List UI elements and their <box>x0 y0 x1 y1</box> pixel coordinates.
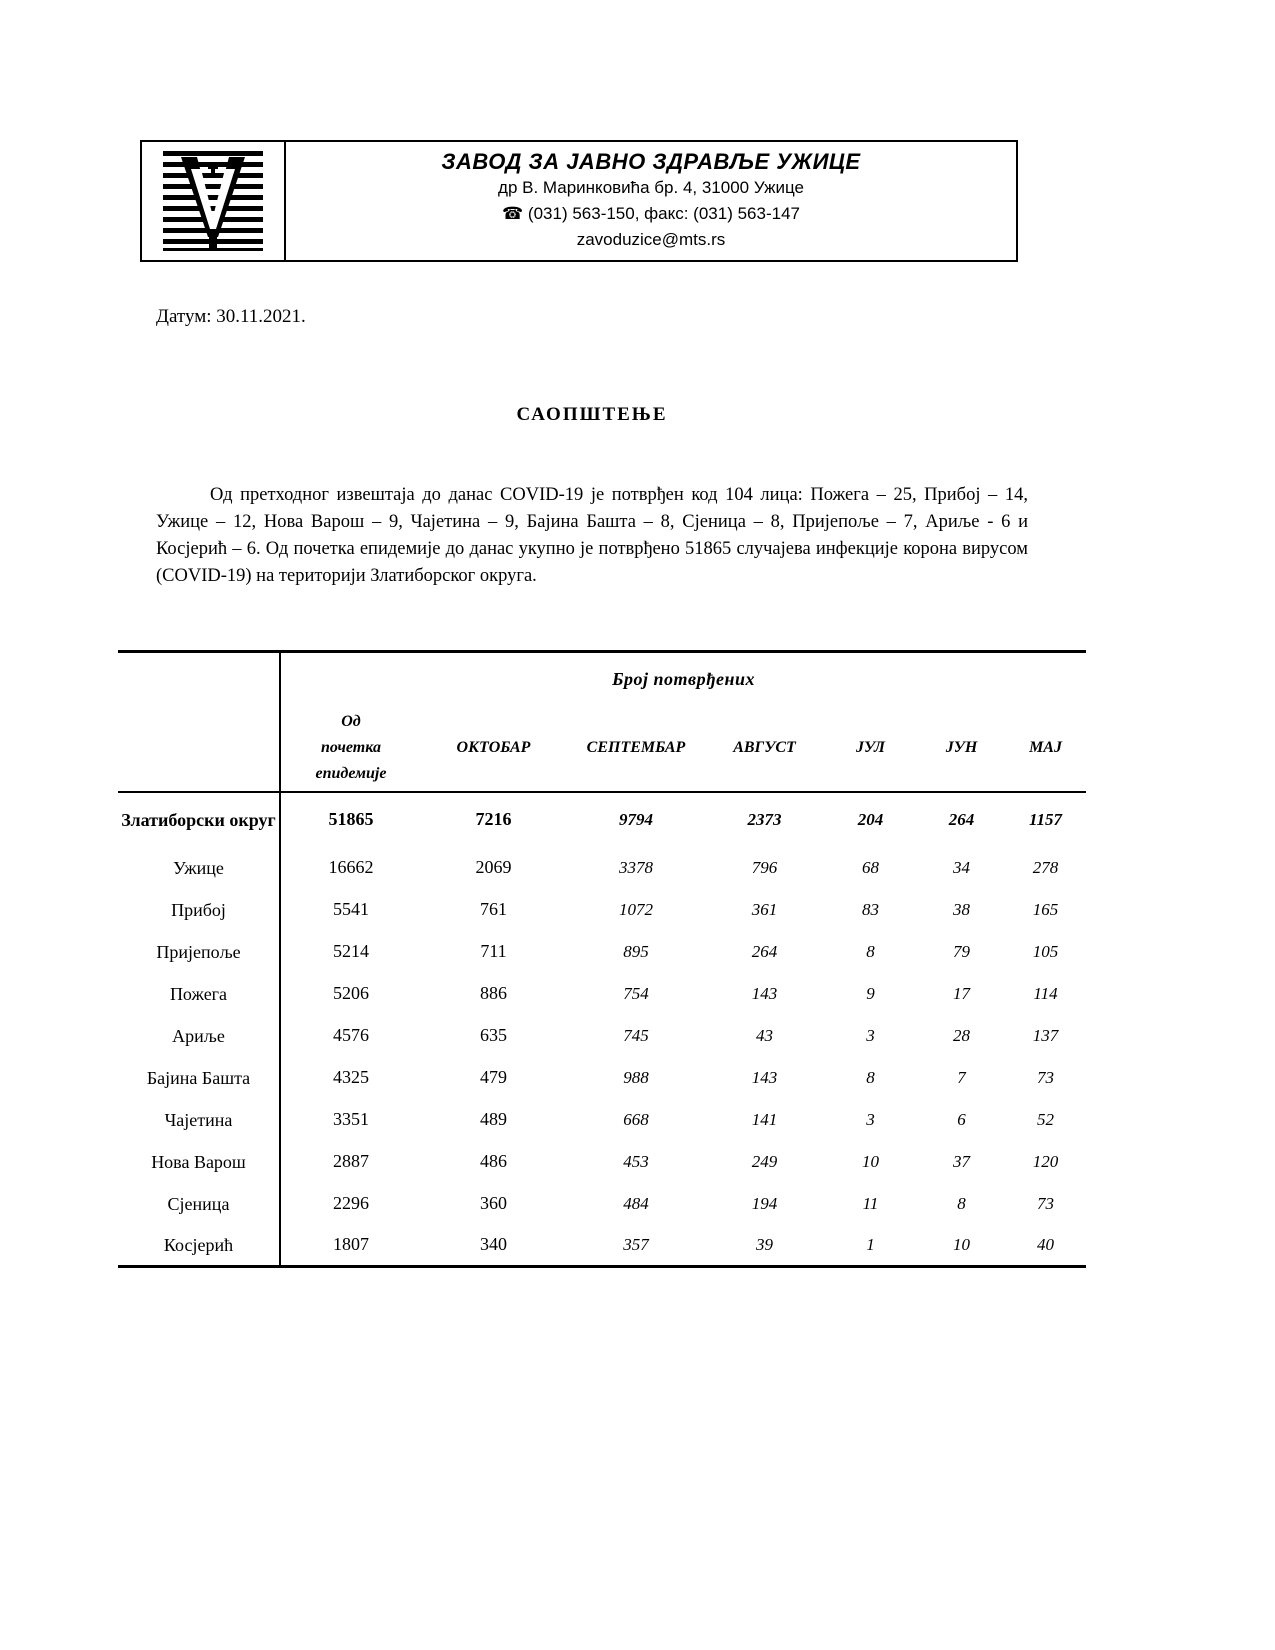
row-label: Ужице <box>118 847 280 889</box>
value-cell: 5541 <box>333 899 369 919</box>
col-header-september: СЕПТЕМБАР <box>566 706 706 792</box>
date-line: Датум: 30.11.2021. <box>156 306 306 327</box>
value-cell: 10 <box>862 1151 879 1171</box>
row-label: Ариље <box>118 1015 280 1057</box>
value-cell: 4576 <box>333 1025 369 1045</box>
value-cell: 8 <box>957 1193 966 1213</box>
org-name: ЗАВОД ЗА ЈАВНО ЗДРАВЉЕ УЖИЦЕ <box>441 149 861 174</box>
col-header-october: ОКТОБАР <box>421 706 566 792</box>
value-cell: 796 <box>751 857 778 877</box>
value-cell: 28 <box>953 1025 970 1045</box>
org-phone-line <box>502 201 800 227</box>
value-cell: 895 <box>623 941 649 961</box>
row-label: Чајетина <box>118 1099 280 1141</box>
value-cell: 6 <box>957 1109 966 1129</box>
value-cell: 52 <box>1037 1109 1055 1129</box>
document-title: САОПШТЕЊЕ <box>516 404 668 425</box>
row-label: Бајина Башта <box>118 1057 280 1099</box>
value-cell: 886 <box>480 983 507 1003</box>
row-label: Прибој <box>118 889 280 931</box>
value-cell: 988 <box>623 1067 649 1087</box>
col-header-since-start: Од почетка епидемије <box>280 706 421 792</box>
value-cell: 141 <box>751 1109 778 1129</box>
value-cell: 7 <box>957 1067 966 1087</box>
value-cell: 3 <box>866 1109 875 1129</box>
value-cell: 137 <box>1032 1025 1059 1045</box>
value-cell: 10 <box>953 1234 970 1254</box>
body-paragraph: Од претходног извештаја до данас COVID-19 је потврђен код 104 лица: Пожега – 25, Прибој – 14, Ужице – 12, Нова Варош – 9, Чајетина – 9, Бајина Башта – 8, Сјеница – 8, Пријепоље – 7, Ариље - 6 и Косјерић – 6. Од почетка епидемије до данас укупно је потврђено 51865 случајева инфекције корона вирусом (COVID-19) на територији Златиборског округа. <box>156 485 1028 586</box>
value-cell: 51865 <box>328 809 374 829</box>
value-cell: 9794 <box>619 809 653 829</box>
value-cell: 754 <box>623 983 649 1003</box>
row-label: Златиборски округ <box>118 792 280 847</box>
value-cell: 486 <box>480 1151 507 1171</box>
value-cell: 761 <box>480 899 507 919</box>
value-cell: 2069 <box>475 857 512 877</box>
value-cell: 2373 <box>747 809 782 829</box>
value-cell: 340 <box>480 1234 507 1255</box>
value-cell: 3351 <box>333 1109 369 1129</box>
value-cell: 39 <box>756 1234 773 1254</box>
table-row <box>118 1141 1086 1183</box>
table-row <box>118 1015 1086 1057</box>
table-row <box>118 792 1086 847</box>
covid-cases-table <box>118 650 1086 1268</box>
letterhead <box>140 140 1018 262</box>
value-cell: 40 <box>1037 1234 1055 1254</box>
value-cell: 1072 <box>619 899 653 919</box>
value-cell: 668 <box>623 1109 649 1129</box>
value-cell: 357 <box>623 1234 649 1254</box>
value-cell: 264 <box>751 941 778 961</box>
value-cell: 79 <box>953 941 970 961</box>
value-cell: 83 <box>862 899 879 919</box>
value-cell: 1807 <box>333 1234 369 1255</box>
table-row <box>118 847 1086 889</box>
value-cell: 1157 <box>1029 809 1063 829</box>
value-cell: 3378 <box>619 857 653 877</box>
value-cell: 264 <box>948 809 975 829</box>
row-label: Пријепоље <box>118 931 280 973</box>
value-cell: 8 <box>866 1067 875 1087</box>
row-label: Сјеница <box>118 1183 280 1225</box>
value-cell: 34 <box>953 857 970 877</box>
value-cell: 16662 <box>328 857 374 877</box>
value-cell: 4325 <box>333 1067 369 1087</box>
value-cell: 1 <box>866 1234 875 1254</box>
table-row <box>118 889 1086 931</box>
value-cell: 38 <box>953 899 970 919</box>
row-label: Пожега <box>118 973 280 1015</box>
value-cell: 73 <box>1037 1193 1055 1213</box>
value-cell: 249 <box>751 1151 778 1171</box>
value-cell: 5214 <box>333 941 369 961</box>
value-cell: 745 <box>623 1025 649 1045</box>
value-cell: 43 <box>756 1025 773 1045</box>
group-header: Број потврђених <box>612 668 755 689</box>
phone-icon: ☎ <box>502 204 524 223</box>
value-cell: 2887 <box>333 1151 369 1171</box>
value-cell: 9 <box>866 983 875 1003</box>
value-cell: 204 <box>857 809 884 829</box>
org-address: др В. Маринковића бр. 4, 31000 Ужице <box>498 178 804 197</box>
value-cell: 143 <box>751 983 778 1003</box>
value-cell: 17 <box>953 983 970 1003</box>
value-cell: 489 <box>480 1109 507 1129</box>
value-cell: 143 <box>751 1067 778 1087</box>
value-cell: 105 <box>1032 941 1059 961</box>
institute-logo-icon <box>142 142 286 260</box>
table-group-header-row <box>118 652 1086 706</box>
value-cell: 484 <box>623 1193 649 1213</box>
row-label: Нова Варош <box>118 1141 280 1183</box>
value-cell: 711 <box>480 941 507 961</box>
col-header-may: МАЈ <box>1005 706 1086 792</box>
value-cell: 194 <box>751 1193 778 1213</box>
value-cell: 165 <box>1032 899 1059 919</box>
value-cell: 361 <box>751 899 778 919</box>
value-cell: 68 <box>862 857 879 877</box>
table-row <box>118 1057 1086 1099</box>
value-cell: 278 <box>1032 857 1059 877</box>
table-row <box>118 1183 1086 1225</box>
corner-cell <box>118 652 280 792</box>
value-cell: 3 <box>866 1025 875 1045</box>
value-cell: 479 <box>480 1067 507 1087</box>
org-email: zavoduzice@mts.rs <box>576 230 726 249</box>
col-header-august: АВГУСТ <box>706 706 823 792</box>
table-row <box>118 1225 1086 1267</box>
col-header-june: ЈУН <box>918 706 1005 792</box>
col-header-july: ЈУЛ <box>823 706 918 792</box>
value-cell: 5206 <box>333 983 369 1003</box>
value-cell: 114 <box>1033 983 1058 1003</box>
table-row <box>118 973 1086 1015</box>
value-cell: 11 <box>862 1193 879 1213</box>
table-row <box>118 1099 1086 1141</box>
value-cell: 635 <box>480 1025 507 1045</box>
value-cell: 120 <box>1032 1151 1059 1171</box>
phone-fax-text: (031) 563-150, факс: (031) 563-147 <box>527 204 800 223</box>
value-cell: 7216 <box>475 809 512 829</box>
row-label: Косјерић <box>118 1225 280 1267</box>
value-cell: 73 <box>1037 1067 1055 1087</box>
value-cell: 453 <box>623 1151 649 1171</box>
letterhead-text <box>286 142 1016 260</box>
value-cell: 360 <box>480 1193 507 1213</box>
table-row <box>118 931 1086 973</box>
value-cell: 8 <box>866 941 875 961</box>
value-cell: 37 <box>953 1151 970 1171</box>
value-cell: 2296 <box>333 1193 369 1213</box>
